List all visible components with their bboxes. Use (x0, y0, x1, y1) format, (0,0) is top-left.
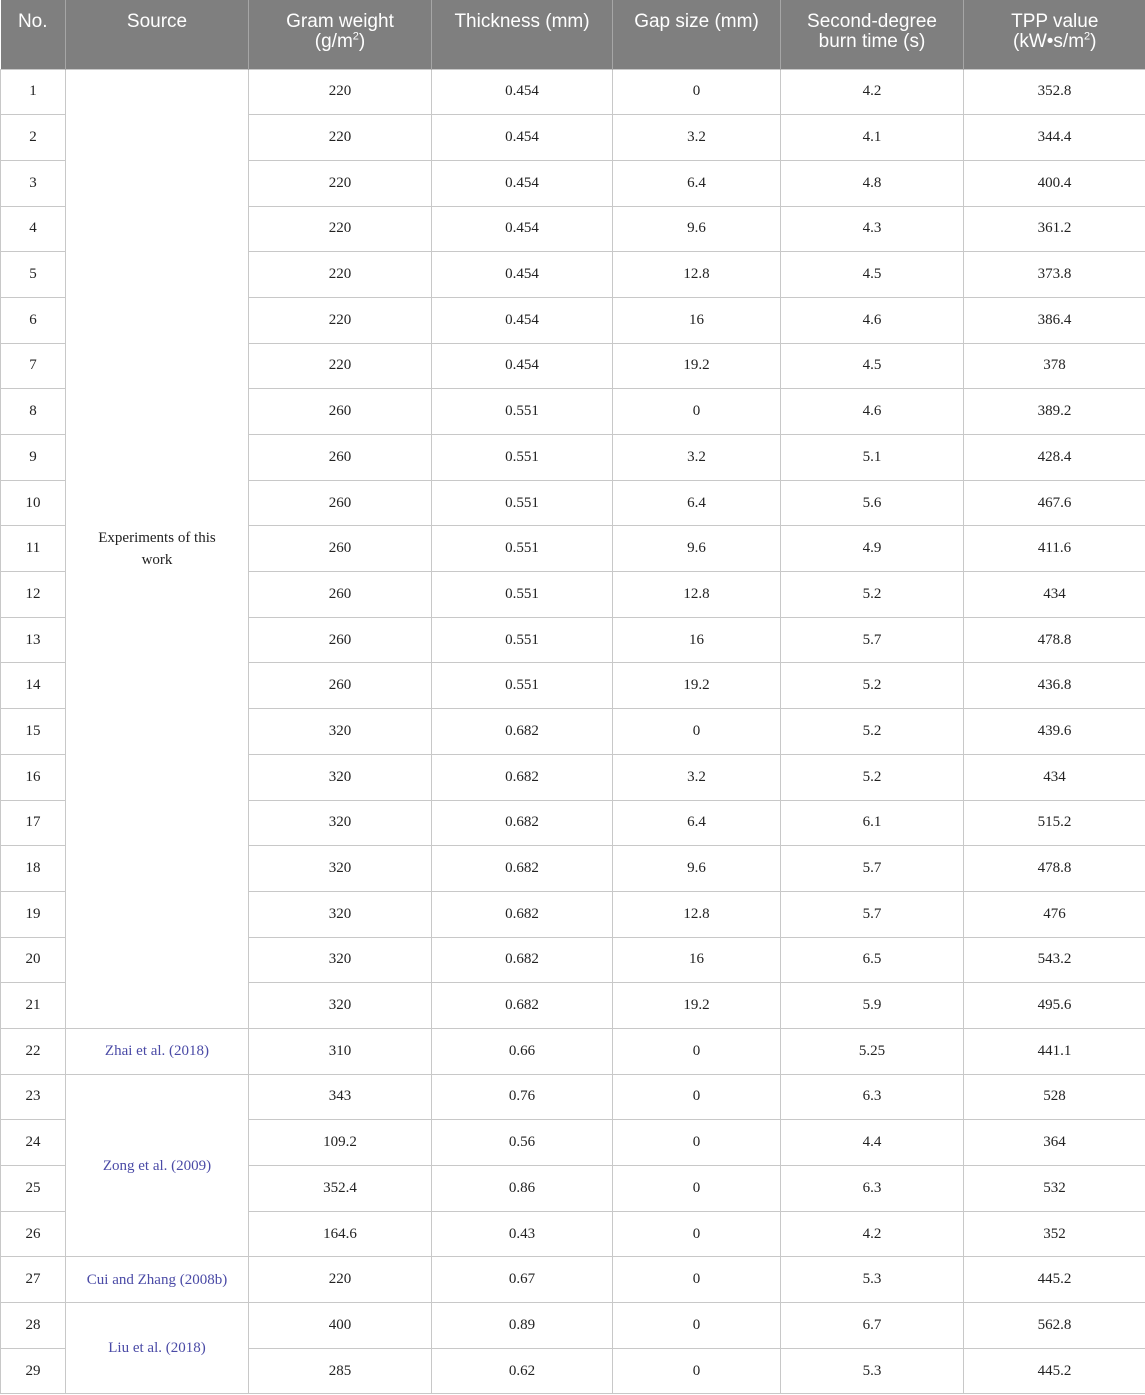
cell-gap-size: 9.6 (613, 526, 781, 572)
cell-tpp-value: 364 (964, 1120, 1145, 1166)
cell-tpp-value: 434 (964, 572, 1145, 618)
cell-tpp-value: 389.2 (964, 389, 1145, 435)
cell-gap-size: 3.2 (613, 435, 781, 481)
cell-tpp-value: 352.8 (964, 69, 1145, 115)
cell-gap-size: 0 (613, 709, 781, 755)
cell-tpp-value: 532 (964, 1166, 1145, 1212)
cell-tpp-value: 528 (964, 1074, 1145, 1120)
table-body (1, 69, 1145, 1394)
cell-tpp-value: 467.6 (964, 480, 1145, 526)
cell-burn-time: 4.1 (781, 115, 964, 161)
table-row (1, 1257, 1145, 1303)
table-row (1, 69, 1145, 115)
cell-gram-weight: 260 (249, 389, 432, 435)
cell-gap-size: 0 (613, 1120, 781, 1166)
cell-no: 26 (1, 1211, 66, 1257)
cell-burn-time: 5.3 (781, 1257, 964, 1303)
cell-tpp-value: 441.1 (964, 1028, 1145, 1074)
cell-burn-time: 5.25 (781, 1028, 964, 1074)
cell-gram-weight: 260 (249, 526, 432, 572)
source-reference-link[interactable]: Liu et al. (2018) (66, 1303, 249, 1394)
cell-tpp-value: 478.8 (964, 617, 1145, 663)
cell-gap-size: 0 (613, 1348, 781, 1394)
cell-gap-size: 0 (613, 1074, 781, 1120)
cell-gap-size: 12.8 (613, 252, 781, 298)
cell-no: 23 (1, 1074, 66, 1120)
header-burn-time (781, 0, 964, 69)
cell-burn-time: 4.9 (781, 526, 964, 572)
cell-no: 17 (1, 800, 66, 846)
cell-gap-size: 0 (613, 1028, 781, 1074)
cell-thickness: 0.454 (432, 343, 613, 389)
cell-gap-size: 12.8 (613, 572, 781, 618)
cell-no: 21 (1, 983, 66, 1029)
cell-thickness: 0.454 (432, 252, 613, 298)
cell-gap-size: 0 (613, 389, 781, 435)
cell-burn-time: 5.7 (781, 891, 964, 937)
header-burn-line2: burn time (s) (818, 31, 926, 52)
cell-burn-time: 5.3 (781, 1348, 964, 1394)
cell-gram-weight: 320 (249, 709, 432, 755)
cell-burn-time: 4.5 (781, 252, 964, 298)
cell-tpp-value: 378 (964, 343, 1145, 389)
cell-tpp-value: 411.6 (964, 526, 1145, 572)
cell-thickness: 0.682 (432, 891, 613, 937)
cell-gap-size: 0 (613, 1257, 781, 1303)
cell-thickness: 0.682 (432, 937, 613, 983)
header-row (1, 0, 1145, 69)
header-tpp-line1: TPP value (1011, 11, 1099, 32)
cell-no: 22 (1, 1028, 66, 1074)
cell-tpp-value: 439.6 (964, 709, 1145, 755)
cell-gram-weight: 220 (249, 343, 432, 389)
cell-thickness: 0.66 (432, 1028, 613, 1074)
cell-burn-time: 5.6 (781, 480, 964, 526)
cell-thickness: 0.551 (432, 663, 613, 709)
cell-burn-time: 5.2 (781, 709, 964, 755)
cell-burn-time: 4.3 (781, 206, 964, 252)
cell-no: 25 (1, 1166, 66, 1212)
header-gram-weight-line1: Gram weight (286, 11, 394, 32)
cell-thickness: 0.86 (432, 1166, 613, 1212)
cell-burn-time: 4.5 (781, 343, 964, 389)
cell-gram-weight: 320 (249, 800, 432, 846)
cell-tpp-value: 478.8 (964, 846, 1145, 892)
cell-gap-size: 0 (613, 1303, 781, 1349)
cell-tpp-value: 352 (964, 1211, 1145, 1257)
cell-tpp-value: 515.2 (964, 800, 1145, 846)
cell-gram-weight: 320 (249, 937, 432, 983)
header-tpp (964, 0, 1145, 69)
cell-no: 8 (1, 389, 66, 435)
cell-gram-weight: 260 (249, 617, 432, 663)
header-no-label: No. (17, 11, 48, 32)
cell-no: 4 (1, 206, 66, 252)
cell-no: 27 (1, 1257, 66, 1303)
cell-gram-weight: 285 (249, 1348, 432, 1394)
table-row (1, 1074, 1145, 1120)
cell-gap-size: 0 (613, 1166, 781, 1212)
cell-gram-weight: 343 (249, 1074, 432, 1120)
cell-thickness: 0.454 (432, 206, 613, 252)
header-thickness-label: Thickness (mm) (454, 11, 590, 32)
cell-gram-weight: 220 (249, 115, 432, 161)
cell-burn-time: 6.7 (781, 1303, 964, 1349)
cell-no: 28 (1, 1303, 66, 1349)
cell-gap-size: 16 (613, 937, 781, 983)
cell-thickness: 0.551 (432, 389, 613, 435)
cell-burn-time: 5.1 (781, 435, 964, 481)
cell-burn-time: 4.4 (781, 1120, 964, 1166)
cell-gram-weight: 260 (249, 480, 432, 526)
header-gram-weight-line2: (g/m (314, 31, 353, 52)
cell-thickness: 0.454 (432, 297, 613, 343)
cell-gram-weight: 164.6 (249, 1211, 432, 1257)
cell-thickness: 0.43 (432, 1211, 613, 1257)
cell-thickness: 0.682 (432, 800, 613, 846)
cell-gap-size: 3.2 (613, 754, 781, 800)
cell-no: 2 (1, 115, 66, 161)
source-reference-link[interactable]: Cui and Zhang (2008b) (66, 1257, 249, 1303)
cell-burn-time: 6.5 (781, 937, 964, 983)
cell-gram-weight: 220 (249, 206, 432, 252)
cell-gram-weight: 220 (249, 1257, 432, 1303)
cell-tpp-value: 361.2 (964, 206, 1145, 252)
cell-gram-weight: 320 (249, 754, 432, 800)
header-no (1, 0, 66, 69)
cell-gap-size: 6.4 (613, 480, 781, 526)
cell-burn-time: 4.2 (781, 69, 964, 115)
cell-burn-time: 4.6 (781, 297, 964, 343)
cell-burn-time: 6.1 (781, 800, 964, 846)
cell-thickness: 0.682 (432, 846, 613, 892)
header-burn-line1: Second-degree (807, 11, 937, 32)
cell-no: 11 (1, 526, 66, 572)
cell-gap-size: 6.4 (613, 800, 781, 846)
cell-tpp-value: 386.4 (964, 297, 1145, 343)
cell-burn-time: 5.7 (781, 617, 964, 663)
cell-no: 5 (1, 252, 66, 298)
header-tpp-line2: (kW•s/m (1013, 31, 1085, 52)
cell-no: 24 (1, 1120, 66, 1166)
cell-thickness: 0.76 (432, 1074, 613, 1120)
cell-burn-time: 5.2 (781, 663, 964, 709)
cell-tpp-value: 428.4 (964, 435, 1145, 481)
cell-thickness: 0.454 (432, 115, 613, 161)
cell-gap-size: 9.6 (613, 846, 781, 892)
cell-gram-weight: 260 (249, 663, 432, 709)
cell-gram-weight: 220 (249, 297, 432, 343)
cell-burn-time: 5.9 (781, 983, 964, 1029)
cell-source: Experiments of this work (66, 69, 249, 1028)
cell-no: 15 (1, 709, 66, 755)
cell-gap-size: 3.2 (613, 115, 781, 161)
cell-no: 14 (1, 663, 66, 709)
cell-thickness: 0.682 (432, 754, 613, 800)
table-row (1, 1028, 1145, 1074)
cell-gap-size: 19.2 (613, 663, 781, 709)
cell-tpp-value: 344.4 (964, 115, 1145, 161)
cell-tpp-value: 436.8 (964, 663, 1145, 709)
cell-tpp-value: 445.2 (964, 1257, 1145, 1303)
header-tpp-close: ) (1090, 31, 1097, 52)
cell-gram-weight: 310 (249, 1028, 432, 1074)
cell-gap-size: 0 (613, 69, 781, 115)
cell-no: 1 (1, 69, 66, 115)
cell-burn-time: 5.2 (781, 754, 964, 800)
cell-gram-weight: 220 (249, 160, 432, 206)
header-gram-weight-close: ) (358, 31, 366, 52)
cell-thickness: 0.454 (432, 160, 613, 206)
source-reference-link[interactable]: Zong et al. (2009) (66, 1074, 249, 1257)
cell-thickness: 0.682 (432, 983, 613, 1029)
header-source (66, 0, 249, 69)
cell-gram-weight: 320 (249, 891, 432, 937)
cell-thickness: 0.89 (432, 1303, 613, 1349)
cell-tpp-value: 562.8 (964, 1303, 1145, 1349)
cell-tpp-value: 434 (964, 754, 1145, 800)
cell-gram-weight: 320 (249, 983, 432, 1029)
cell-thickness: 0.551 (432, 617, 613, 663)
cell-gap-size: 19.2 (613, 983, 781, 1029)
cell-gram-weight: 352.4 (249, 1166, 432, 1212)
header-thickness (432, 0, 613, 69)
cell-burn-time: 4.6 (781, 389, 964, 435)
cell-no: 29 (1, 1348, 66, 1394)
cell-thickness: 0.551 (432, 435, 613, 481)
header-tpp-sup: 2 (1084, 30, 1091, 43)
cell-burn-time: 4.8 (781, 160, 964, 206)
header-gap (613, 0, 781, 69)
cell-gap-size: 0 (613, 1211, 781, 1257)
cell-gram-weight: 400 (249, 1303, 432, 1349)
header-gap-label: Gap size (mm) (634, 11, 759, 32)
cell-no: 9 (1, 435, 66, 481)
cell-tpp-value: 400.4 (964, 160, 1145, 206)
cell-gram-weight: 220 (249, 69, 432, 115)
cell-thickness: 0.62 (432, 1348, 613, 1394)
cell-burn-time: 6.3 (781, 1074, 964, 1120)
cell-burn-time: 6.3 (781, 1166, 964, 1212)
cell-no: 16 (1, 754, 66, 800)
cell-no: 12 (1, 572, 66, 618)
cell-burn-time: 5.7 (781, 846, 964, 892)
header-gram-weight (249, 0, 432, 69)
cell-gram-weight: 109.2 (249, 1120, 432, 1166)
cell-thickness: 0.551 (432, 480, 613, 526)
cell-thickness: 0.56 (432, 1120, 613, 1166)
cell-no: 6 (1, 297, 66, 343)
cell-no: 18 (1, 846, 66, 892)
cell-no: 10 (1, 480, 66, 526)
cell-no: 7 (1, 343, 66, 389)
cell-tpp-value: 373.8 (964, 252, 1145, 298)
source-reference-link[interactable]: Zhai et al. (2018) (66, 1028, 249, 1074)
cell-no: 20 (1, 937, 66, 983)
cell-gram-weight: 220 (249, 252, 432, 298)
cell-thickness: 0.454 (432, 69, 613, 115)
cell-tpp-value: 495.6 (964, 983, 1145, 1029)
cell-tpp-value: 445.2 (964, 1348, 1145, 1394)
cell-tpp-value: 476 (964, 891, 1145, 937)
cell-gap-size: 12.8 (613, 891, 781, 937)
cell-gap-size: 19.2 (613, 343, 781, 389)
cell-no: 19 (1, 891, 66, 937)
cell-burn-time: 4.2 (781, 1211, 964, 1257)
cell-thickness: 0.67 (432, 1257, 613, 1303)
cell-gram-weight: 260 (249, 572, 432, 618)
cell-burn-time: 5.2 (781, 572, 964, 618)
cell-gram-weight: 320 (249, 846, 432, 892)
cell-gap-size: 6.4 (613, 160, 781, 206)
cell-gap-size: 16 (613, 617, 781, 663)
cell-gap-size: 16 (613, 297, 781, 343)
cell-thickness: 0.551 (432, 572, 613, 618)
table-row (1, 1303, 1145, 1349)
cell-gram-weight: 260 (249, 435, 432, 481)
cell-thickness: 0.551 (432, 526, 613, 572)
header-gram-weight-sup: 2 (352, 30, 359, 43)
cell-thickness: 0.682 (432, 709, 613, 755)
cell-no: 13 (1, 617, 66, 663)
cell-tpp-value: 543.2 (964, 937, 1145, 983)
table-header (1, 0, 1145, 69)
header-source-label: Source (126, 11, 188, 32)
cell-gap-size: 9.6 (613, 206, 781, 252)
cell-no: 3 (1, 160, 66, 206)
